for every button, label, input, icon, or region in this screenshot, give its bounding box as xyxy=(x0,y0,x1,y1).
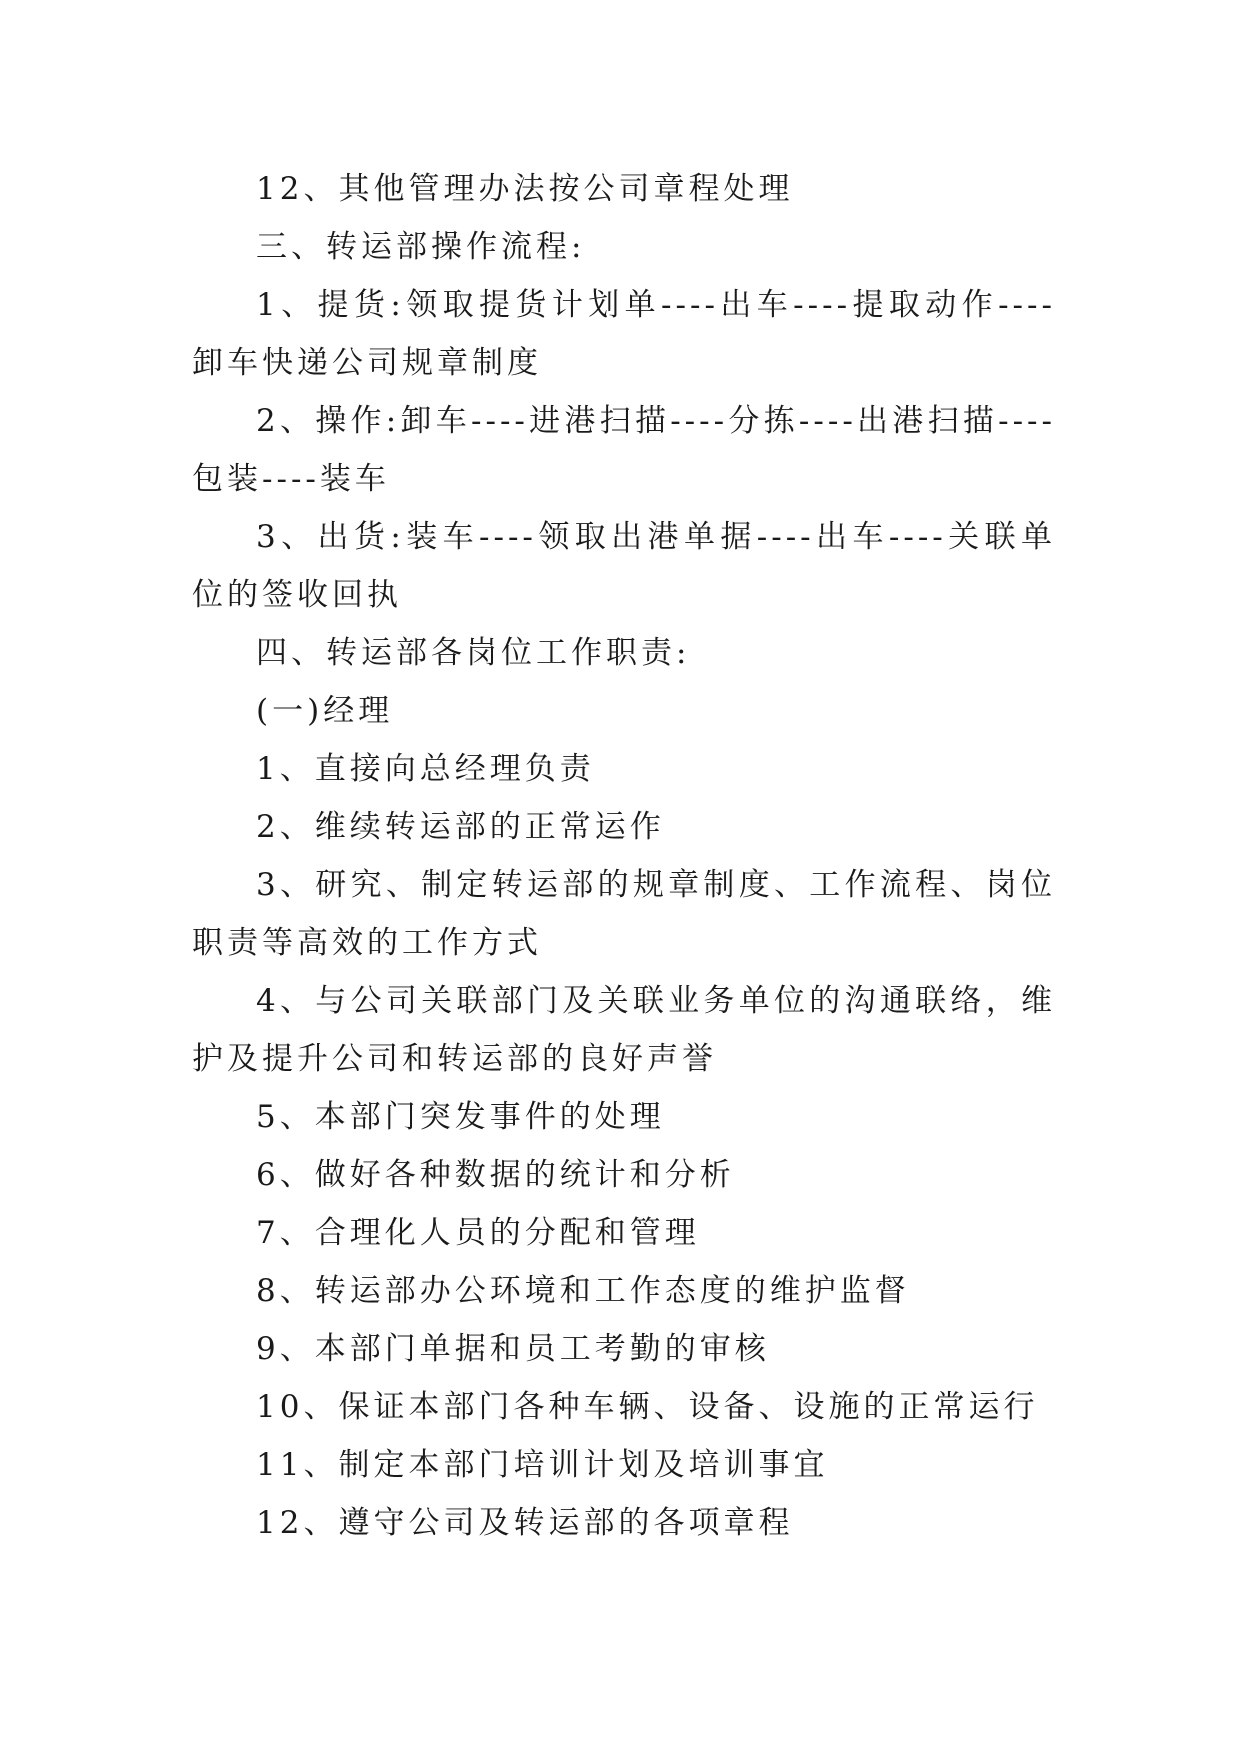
heading-operation-flow: 三、转运部操作流程: xyxy=(256,229,586,265)
subheading-manager: (一)经理 xyxy=(256,693,394,729)
list-item-9: 9、本部门单据和员工考勤的审核 xyxy=(256,1331,770,1367)
document-body xyxy=(192,160,1056,1552)
paragraph-operation: 2、操作:卸车----进港扫描----分拣----出港扫描----包装----装车 xyxy=(192,403,1056,497)
list-item-3: 3、研究、制定转运部的规章制度、工作流程、岗位职责等高效的工作方式 xyxy=(192,867,1056,961)
list-item-8: 8、转运部办公环境和工作态度的维护监督 xyxy=(256,1273,910,1309)
list-item-7: 7、合理化人员的分配和管理 xyxy=(256,1215,700,1251)
list-item-11: 11、制定本部门培训计划及培训事宜 xyxy=(256,1447,829,1483)
paragraph-other-management: 12、其他管理办法按公司章程处理 xyxy=(256,171,794,207)
list-item-2: 2、维续转运部的正常运作 xyxy=(256,809,665,845)
list-item-1: 1、直接向总经理负责 xyxy=(256,751,595,787)
list-item-4: 4、与公司关联部门及关联业务单位的沟通联络，维护及提升公司和转运部的良好声誉 xyxy=(192,983,1056,1077)
heading-job-duties: 四、转运部各岗位工作职责: xyxy=(256,635,691,671)
list-item-12: 12、遵守公司及转运部的各项章程 xyxy=(256,1505,794,1541)
paragraph-shipment: 3、出货:装车----领取出港单据----出车----关联单位的签收回执 xyxy=(192,519,1056,613)
list-item-6: 6、做好各种数据的统计和分析 xyxy=(256,1157,735,1193)
paragraph-pickup: 1、提货:领取提货计划单----出车----提取动作----卸车快递公司规章制度 xyxy=(192,287,1056,381)
list-item-5: 5、本部门突发事件的处理 xyxy=(256,1099,665,1135)
list-item-10: 10、保证本部门各种车辆、设备、设施的正常运行 xyxy=(256,1389,1039,1425)
